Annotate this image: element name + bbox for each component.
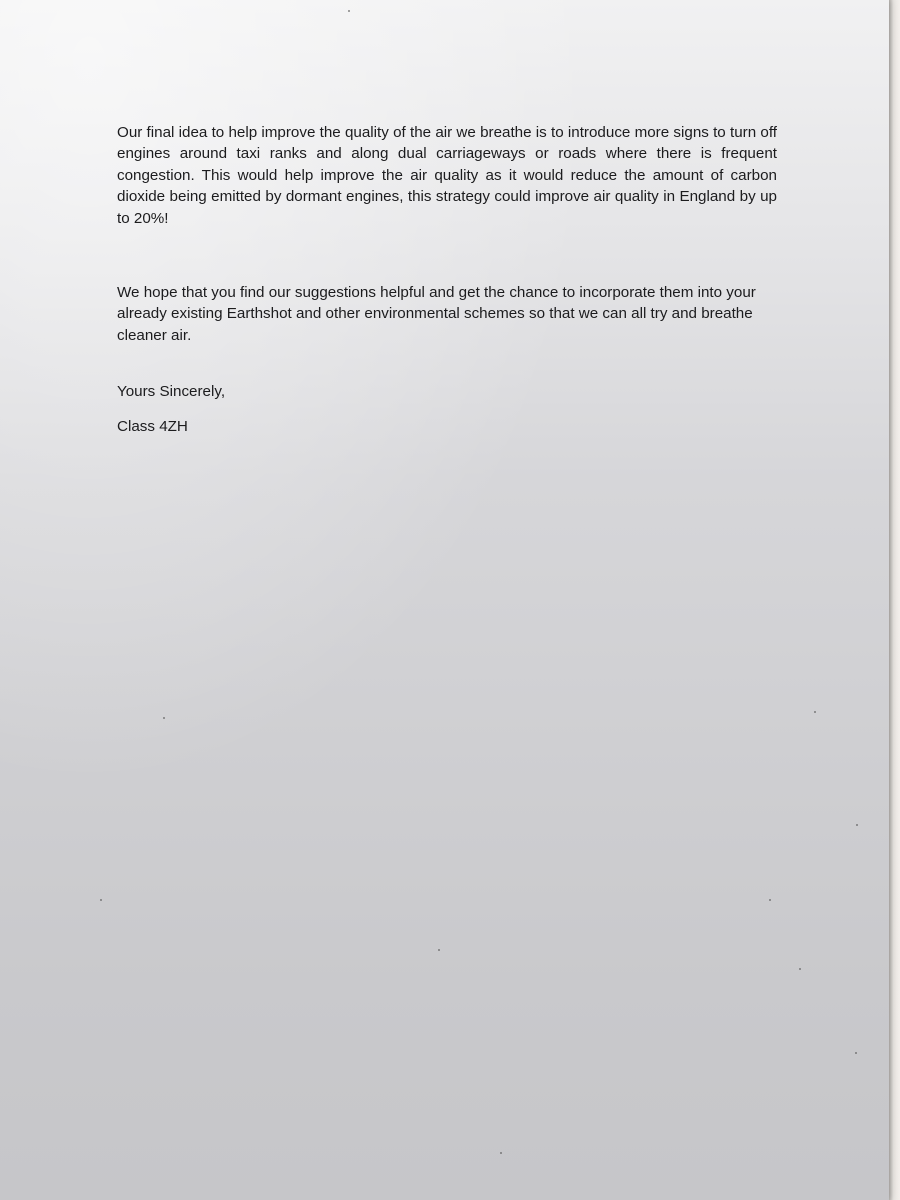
paper-speck	[814, 711, 816, 713]
paper-speck	[438, 949, 440, 951]
paper-speck	[856, 824, 858, 826]
letter-body	[117, 122, 777, 437]
paper-speck	[855, 1052, 857, 1054]
paragraph-final-idea: Our final idea to help improve the quality of the air we breathe is to introduce more signs to turn off engines around taxi ranks and along dual carriageways or roads where there is frequent congestion. This would help improve the air quality as it would reduce the amount of carbon dioxide being emitted by dormant engines, this strategy could improve air quality in England by up to 20%!	[117, 124, 777, 227]
paragraph-hope: We hope that you find our suggestions helpful and get the chance to incorporate them into your already existing Earthshot and other environmental schemes so that we can all try and breathe cleaner air.	[117, 284, 756, 344]
closing-salutation: Yours Sincerely,	[117, 383, 226, 401]
paper-speck	[348, 10, 350, 12]
signature: Class 4ZH	[117, 417, 188, 435]
paper-speck	[100, 899, 102, 901]
paper-speck	[799, 968, 801, 970]
desk-surface	[889, 0, 900, 1200]
paper-speck	[769, 899, 771, 901]
paper-speck	[500, 1152, 502, 1154]
paper-speck	[163, 717, 165, 719]
